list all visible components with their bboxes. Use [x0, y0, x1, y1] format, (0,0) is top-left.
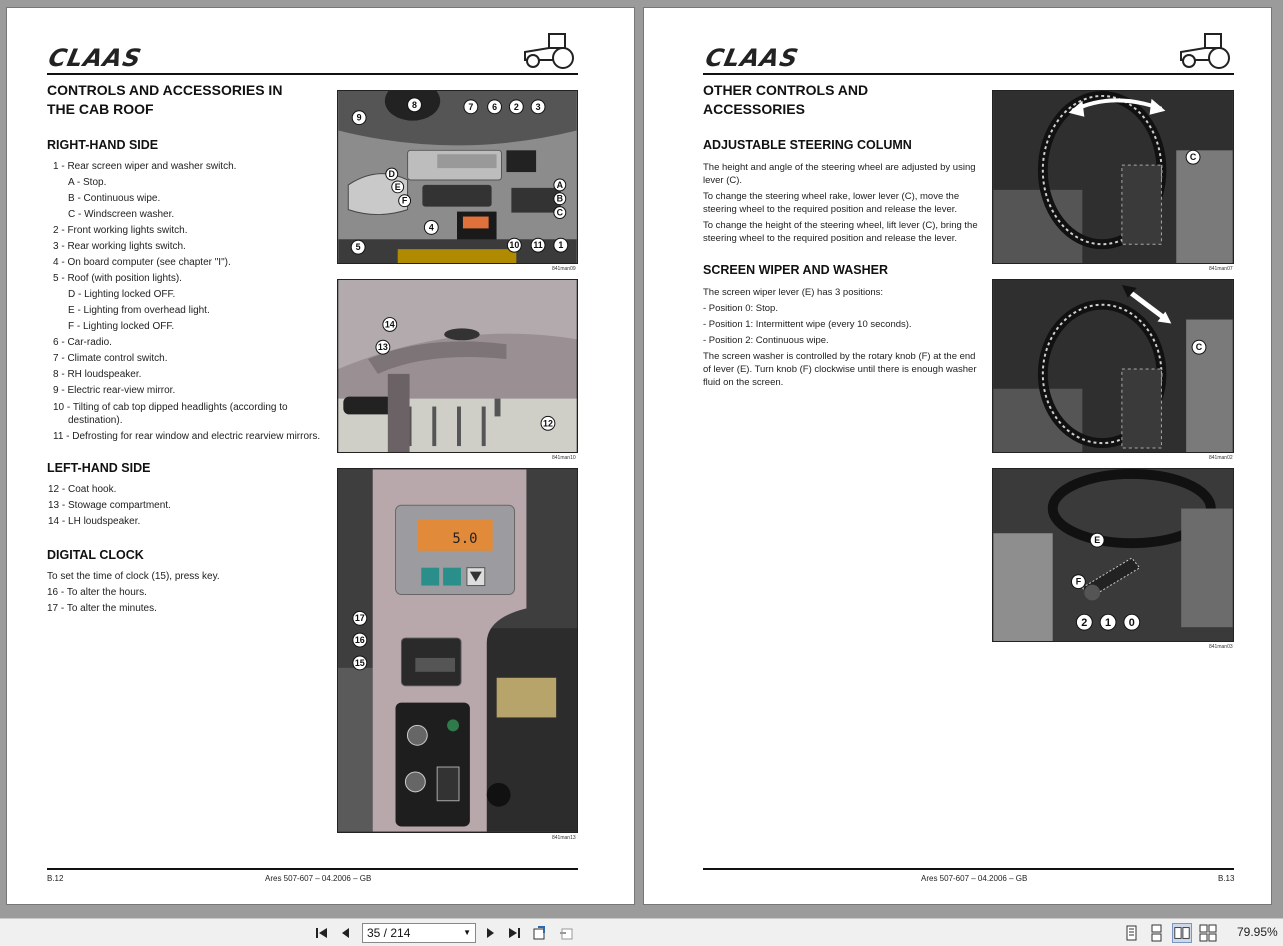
callout-7: 7	[468, 101, 474, 112]
steering-column-text: The height and angle of the steering wheel are adjusted by using lever (C). To change the steering wheel rake, lower lever (C), move the steering wheel to the required position and release the lever. To change the height of the steering wheel, lift lever (C), bring the steering wheel to the required position and release the lever.	[703, 162, 978, 244]
navigation-toolbar	[0, 918, 1283, 946]
facing-pages-view-icon[interactable]	[1172, 923, 1192, 943]
callout-3: 3	[535, 101, 541, 112]
chevron-down-icon: ▼	[463, 928, 471, 937]
footer-rule	[47, 868, 578, 870]
footer-rule	[703, 868, 1234, 870]
digital-clock-photo	[337, 468, 578, 833]
callout-17: 17	[354, 613, 365, 624]
page-number-field[interactable]	[362, 923, 476, 943]
continuous-view-icon[interactable]	[1146, 923, 1166, 943]
callout-10: 10	[509, 240, 520, 251]
wiper-lever-photo	[992, 468, 1234, 642]
clock-display: 5.0	[452, 530, 478, 547]
callout-e: E	[1094, 535, 1101, 546]
screen-wiper-text: The screen wiper lever (E) has 3 positions: - Position 0: Stop. - Position 1: Intermittent wipe (every 10 seconds). - Position 2: Continuous wipe. The screen washer is controlled by the rotary knob (F) at the end of lever (E). Turn knob (F) clockwise until there is enough washer fluid on the screen.	[703, 287, 977, 388]
page-number-value: 35 / 214	[367, 926, 411, 940]
steering-rake-photo	[992, 279, 1234, 453]
last-page-icon[interactable]	[504, 923, 524, 943]
callout-c: C	[556, 207, 564, 218]
previous-view-icon[interactable]	[530, 923, 550, 943]
callout-5: 5	[355, 242, 361, 253]
callout-a: A	[556, 179, 564, 190]
photo-ref: 841man09	[552, 266, 576, 272]
photo-ref: 841man13	[552, 835, 576, 841]
steering-column-photo	[992, 90, 1234, 264]
right-hand-list: 1 - Rear screen wiper and washer switch. A - Stop. B - Continuous wipe. C - Windscreen washer. 2 - Front working lights switch. 3 - Rear working lights switch. 4 - On board computer (see chapter "I"). 5 - Roof (with position lights). D - Lighting locked OFF. E - Lighting from overhead light. F - Lighting locked OFF. 6 - Car-radio. 7 - Climate control switch. 8 - RH loudspeaker. 9 - Electric rear-view mirror. 10 - Tilting of cab top dipped headlights (according to destination). 11 - Defrosting for rear window and electric rearview mirrors.	[53, 161, 321, 442]
next-page-icon[interactable]	[480, 923, 500, 943]
callout-f: F	[401, 195, 408, 206]
steering-column-heading: ADJUSTABLE STEERING COLUMN	[703, 138, 912, 152]
tractor-icon	[1175, 30, 1235, 70]
callout-f: F	[1075, 576, 1082, 587]
footer-doc-id: Ares 507-607 – 04.2006 – GB	[265, 874, 372, 883]
page-title: OTHER CONTROLS AND ACCESSORIES	[703, 82, 869, 117]
claas-logo: CLAAS	[703, 44, 802, 72]
callout-1: 1	[1105, 617, 1112, 630]
photo-ref: 841man10	[552, 455, 576, 461]
callout-e: E	[394, 181, 401, 192]
callout-13: 13	[377, 342, 388, 353]
page-number: B.13	[1218, 874, 1235, 883]
callout-9: 9	[356, 112, 362, 123]
digital-clock-list: To set the time of clock (15), press key. 16 - To alter the hours. 17 - To alter the minutes.	[47, 571, 220, 614]
digital-clock-heading: DIGITAL CLOCK	[47, 548, 144, 562]
page-right	[643, 7, 1272, 905]
claas-logo: CLAAS	[46, 44, 145, 72]
page-title: CONTROLS AND ACCESSORIES IN THE CAB ROOF	[47, 82, 283, 117]
callout-15: 15	[354, 657, 365, 668]
header-rule	[703, 73, 1234, 75]
single-page-view-icon[interactable]	[1121, 923, 1141, 943]
callout-c: C	[1195, 342, 1203, 353]
page-number: B.12	[47, 874, 64, 883]
callout-1: 1	[558, 240, 564, 251]
photo-ref: 841man03	[1209, 644, 1233, 650]
cab-roof-left-photo	[337, 279, 578, 453]
next-view-icon[interactable]	[556, 923, 576, 943]
callout-d: D	[388, 169, 395, 179]
callout-2: 2	[1081, 617, 1088, 630]
right-hand-heading: RIGHT-HAND SIDE	[47, 138, 159, 152]
footer-doc-id: Ares 507-607 – 04.2006 – GB	[921, 874, 1028, 883]
zoom-level[interactable]: 79.95%	[1237, 925, 1278, 939]
callout-16: 16	[354, 635, 365, 646]
page-left	[6, 7, 635, 905]
callout-4: 4	[428, 222, 434, 233]
tractor-icon	[519, 30, 579, 70]
callout-b: B	[556, 193, 564, 204]
left-hand-list: 12 - Coat hook. 13 - Stowage compartment. 14 - LH loudspeaker.	[48, 484, 171, 527]
photo-ref: 841man07	[1209, 266, 1233, 272]
continuous-facing-view-icon[interactable]	[1198, 923, 1218, 943]
previous-page-icon[interactable]	[336, 923, 356, 943]
screen-wiper-heading: SCREEN WIPER AND WASHER	[703, 263, 888, 277]
callout-6: 6	[492, 101, 498, 112]
header-rule	[47, 73, 578, 75]
callout-c: C	[1189, 152, 1197, 163]
photo-ref: 841man02	[1209, 455, 1233, 461]
callout-14: 14	[384, 319, 395, 330]
callout-0: 0	[1128, 617, 1135, 630]
cab-roof-right-photo	[337, 90, 578, 264]
callout-2: 2	[513, 101, 519, 112]
left-hand-heading: LEFT-HAND SIDE	[47, 461, 151, 475]
callout-12: 12	[543, 418, 553, 429]
first-page-icon[interactable]	[312, 923, 332, 943]
callout-8: 8	[412, 99, 417, 110]
callout-11: 11	[533, 240, 543, 251]
